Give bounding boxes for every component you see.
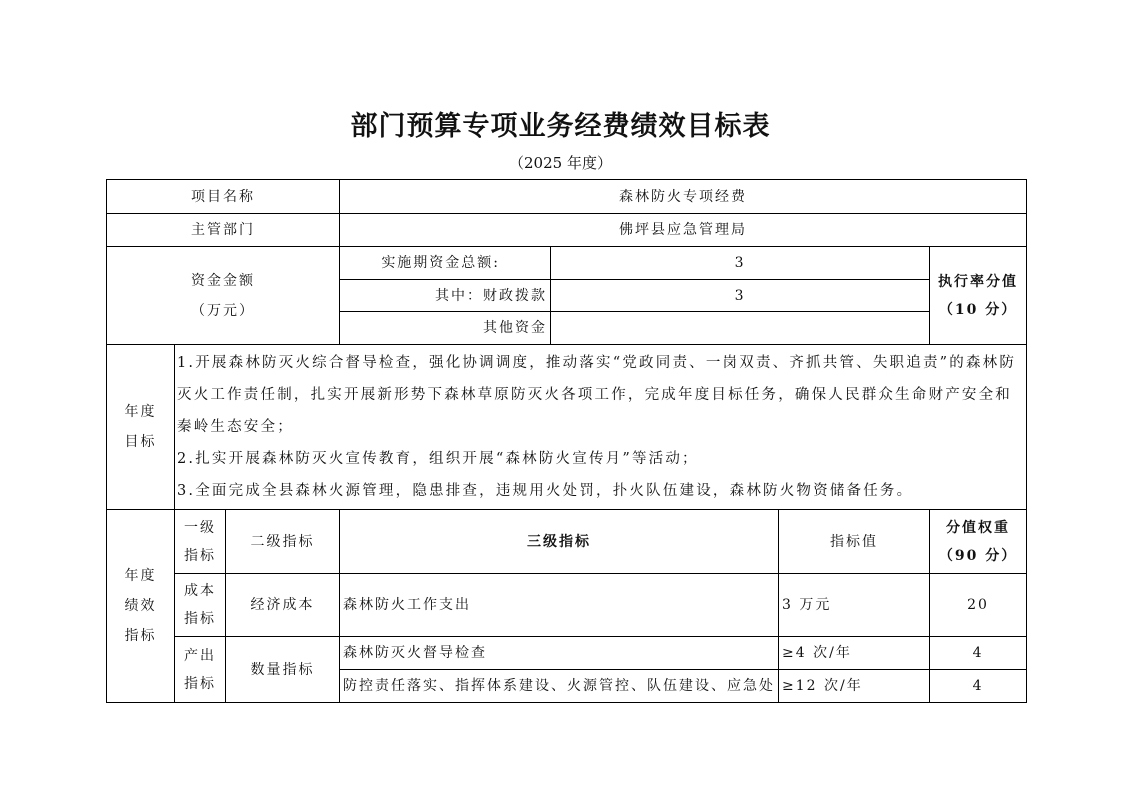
department-value: 佛坪县应急管理局 xyxy=(340,214,1027,247)
exec-rate-line1: 执行率分值 xyxy=(938,273,1019,290)
indicator-header-row xyxy=(107,510,1027,574)
page-title: 部门预算专项业务经费绩效目标表 xyxy=(350,111,771,142)
indicator-label-line1: 年度 xyxy=(124,568,157,584)
goal-paragraph: 3.全面完成全县森林火源管理，隐患排查，违规用火处罚，扑火队伍建设，森林防火物资储备任务。 xyxy=(177,483,914,499)
cost-level1-line2: 指标 xyxy=(184,611,216,627)
fund-row-value: 3 xyxy=(551,280,930,312)
annual-goal-label xyxy=(107,345,175,510)
header-value: 指标值 xyxy=(779,510,930,574)
header-level3: 三级指标 xyxy=(340,510,779,574)
header-level2: 二级指标 xyxy=(226,510,340,574)
cost-level2: 经济成本 xyxy=(226,574,340,637)
fund-row-label: 实施期资金总额: xyxy=(340,247,551,280)
fund-row-label: 其他资金 xyxy=(340,312,551,345)
project-name-value: 森林防火专项经费 xyxy=(340,180,1027,214)
output-level3: 防控责任落实、指挥体系建设、火源管控、队伍建设、应急处 xyxy=(340,670,779,703)
fund-row-label: 其中：财政拨款 xyxy=(340,280,551,312)
indicator-label xyxy=(107,510,175,703)
fund-label xyxy=(107,247,340,345)
indicator-label-line3: 指标 xyxy=(124,628,157,644)
header-level1-line1: 一级 xyxy=(184,519,216,536)
output-weight: 4 xyxy=(930,670,1027,703)
header-level1 xyxy=(175,510,226,574)
cost-weight: 20 xyxy=(930,574,1027,637)
output-weight: 4 xyxy=(930,637,1027,670)
cost-value: 3 万元 xyxy=(779,574,930,637)
header-weight-line2: （90 分） xyxy=(938,547,1018,564)
cost-level3: 森林防火工作支出 xyxy=(340,574,779,637)
output-level1-line2: 指标 xyxy=(184,675,216,692)
fund-row-total xyxy=(107,247,1027,280)
output-level3: 森林防灭火督导检查 xyxy=(340,637,779,670)
year-subtitle: （2025 年度） xyxy=(509,154,612,172)
output-indicator-row xyxy=(107,637,1027,670)
fund-row-value xyxy=(551,312,930,345)
goal-paragraph: 2.扎实开展森林防灭火宣传教育，组织开展“森林防火宣传月”等活动； xyxy=(177,451,699,467)
indicator-label-line2: 绩效 xyxy=(124,598,157,614)
output-level1-line1: 产出 xyxy=(184,647,216,664)
department-label: 主管部门 xyxy=(107,214,340,247)
exec-rate-score xyxy=(930,247,1027,345)
performance-table xyxy=(106,179,1026,703)
header-level1-line2: 指标 xyxy=(184,547,216,564)
fund-label-line2: （万元） xyxy=(191,302,256,319)
annual-goal-row xyxy=(107,345,1027,510)
cost-level1 xyxy=(175,574,226,637)
exec-rate-line2: （10 分） xyxy=(938,301,1018,318)
header-weight xyxy=(930,510,1027,574)
fund-row-value: 3 xyxy=(551,247,930,280)
annual-goal-label-line2: 目标 xyxy=(124,434,157,450)
cost-level1-line1: 成本 xyxy=(184,583,216,599)
output-level1 xyxy=(175,637,226,703)
fund-label-line1: 资金金额 xyxy=(191,272,256,289)
goal-paragraph: 1.开展森林防灭火综合督导检查，强化协调调度，推动落实“党政同责、一岗双责、齐抓共管、失职追责”的森林防灭火工作责任制，扎实开展新形势下森林草原防灭火各项工作，完成年度目标任务，确保人民群众生命财产安全和秦岭生态安全； xyxy=(177,355,1017,435)
annual-goal-label-line1: 年度 xyxy=(124,404,157,420)
output-level2: 数量指标 xyxy=(226,637,340,703)
header-weight-line1: 分值权重 xyxy=(946,519,1011,536)
project-name-row xyxy=(107,180,1027,214)
annual-goal-text xyxy=(175,345,1027,510)
cost-indicator-row xyxy=(107,574,1027,637)
department-row xyxy=(107,214,1027,247)
output-value: ≥4 次/年 xyxy=(779,637,930,670)
output-value: ≥12 次/年 xyxy=(779,670,930,703)
project-name-label: 项目名称 xyxy=(107,180,340,214)
